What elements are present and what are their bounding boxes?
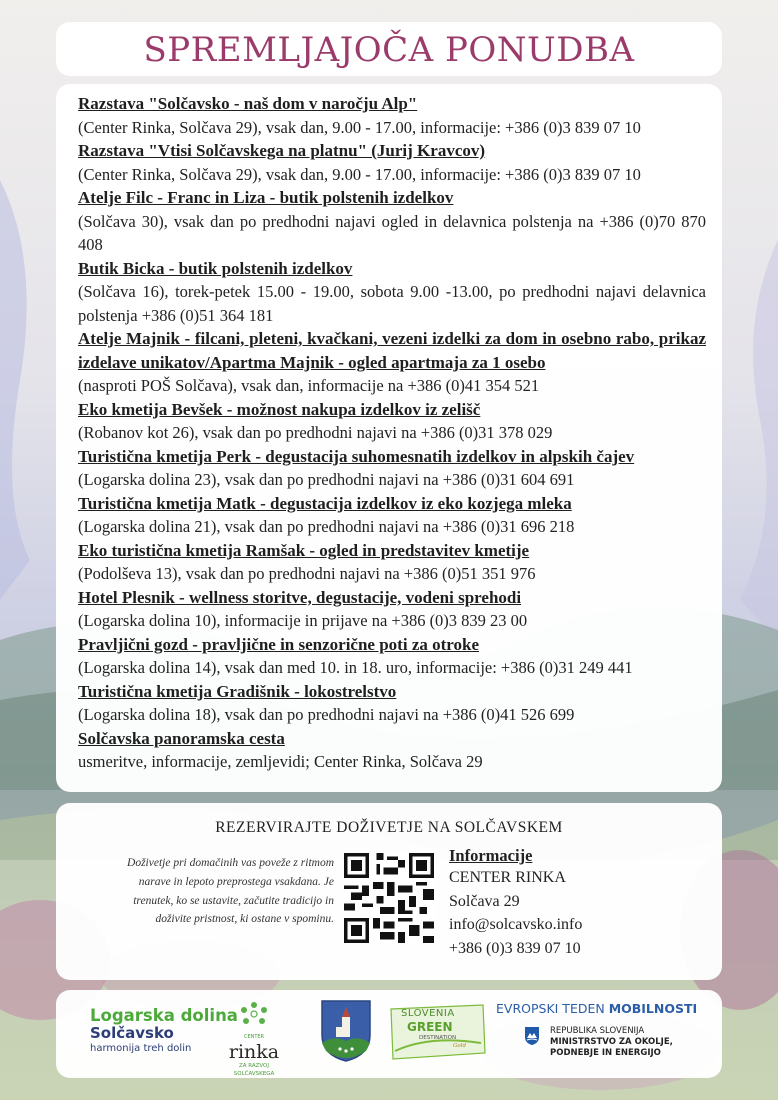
entry-title: Eko kmetija Bevšek - možnost nakupa izdelkov iz zelišč: [78, 399, 481, 419]
info-address: Solčava 29: [449, 892, 520, 910]
list-item: [78, 727, 706, 774]
entry-description: (Logarska dolina 23), vsak dan po predhodni najavi na +386 (0)31 604 691: [78, 470, 575, 489]
entry-description: (nasproti POŠ Solčava), vsak dan, informacije na +386 (0)41 354 521: [78, 376, 540, 395]
logo-text: PODNEBJE IN ENERGIJO: [550, 1048, 661, 1058]
entry-description: (Center Rinka, Solčava 29), vsak dan, 9.00 - 17.00, informacije: +386 (0)3 839 07 10: [78, 164, 641, 184]
qr-code-icon[interactable]: [344, 853, 434, 943]
logo-text: REPUBLIKA SLOVENIJA: [550, 1026, 645, 1036]
sponsor-logos-card: [56, 990, 722, 1078]
entry-description: (Podolševa 13), vsak dan po predhodni najavi na +386 (0)51 351 976: [78, 564, 536, 583]
logo-text: Solčavsko: [90, 1024, 174, 1042]
title-card: [56, 22, 722, 76]
entry-description: (Solčava 30), vsak dan po predhodni najavi ogled in delavnica polstenja na +386 (0)70 870 408: [78, 211, 706, 254]
list-item: [78, 539, 706, 586]
entry-title: Turistična kmetija Perk - degustacija suhomesnatih izdelkov in alpskih čajev: [78, 446, 635, 466]
list-item: [78, 445, 706, 492]
offer-list-card: [56, 84, 722, 792]
reservation-card: [56, 803, 722, 980]
logo-text: EVROPSKI TEDEN: [496, 1001, 609, 1016]
entry-title: Turistična kmetija Matk - degustacija izdelkov iz eko kozjega mleka: [78, 493, 572, 513]
entry-title: Razstava "Vtisi Solčavskega na platnu" (Jurij Kravcov): [78, 141, 486, 160]
page-title: SPREMLJAJOČA PONUDBA: [143, 30, 635, 70]
logo-text: Logarska dolina: [90, 1006, 238, 1025]
logo-text: MOBILNOSTI: [608, 1001, 698, 1016]
list-item: [78, 257, 706, 328]
slovenian-coat-of-arms-icon: [524, 1026, 540, 1046]
offer-list: [78, 92, 706, 774]
reservation-heading: REZERVIRAJTE DOŽIVETJE NA SOLČAVSKEM: [215, 819, 563, 836]
logo-text: DESTINATION: [419, 1035, 457, 1041]
entry-description: (Center Rinka, Solčava 29), vsak dan, 9.00 - 17.00, informacije: +386 (0)3 839 07 10: [78, 117, 641, 137]
list-item: [78, 327, 706, 398]
logo-text: rinka: [228, 1041, 280, 1063]
logo-text: SLOVENIA: [401, 1008, 455, 1019]
entry-description: (Logarska dolina 10), informacije in prijave na +386 (0)3 839 23 00: [78, 611, 528, 630]
list-item: [78, 398, 706, 445]
list-item: [78, 139, 706, 186]
list-item: [78, 492, 706, 539]
list-item: [78, 586, 706, 633]
info-name: CENTER RINKA: [449, 869, 566, 886]
slovenia-green-logo: [389, 1003, 487, 1061]
info-heading: Informacije: [449, 846, 533, 865]
rinka-logo: [228, 1000, 280, 1078]
logo-text: MINISTRSTVO ZA OKOLJE,: [550, 1037, 673, 1047]
reservation-text: Doživetje pri domačinih vas poveže z ritmom narave in lepoto preprostega vsakdana. Je trenutek, ko se ustavite, začutite tradicijo in doživite pristnost, ki ostane v spominu.: [127, 857, 334, 926]
entry-description: (Robanov kot 26), vsak dan po predhodni najavi na +386 (0)31 378 029: [78, 423, 553, 442]
list-item: [78, 186, 706, 257]
entry-title: Atelje Filc - Franc in Liza - butik polstenih izdelkov: [78, 188, 454, 207]
list-item: [78, 633, 706, 680]
entry-title: Pravljični gozd - pravljične in senzorične poti za otroke: [78, 634, 480, 654]
entry-description: (Solčava 16), torek-petek 15.00 - 19.00, sobota 9.00 -13.00, po predhodni najavi delavnica polstenja +386 (0)51 364 181: [78, 282, 706, 325]
entry-title: Atelje Majnik - filcani, pleteni, kvačkani, vezeni izdelki za dom in osebno rabo, prikaz izdelave unikatov/Apartma Majnik - ogled apartmaja za 1 osebo: [78, 329, 706, 372]
entry-description: (Logarska dolina 18), vsak dan po predhodni najavi na +386 (0)41 526 699: [78, 705, 575, 724]
evropski-teden-mobilnosti-logo: [496, 1001, 697, 1017]
logo-text: CENTER: [243, 1034, 265, 1040]
entry-title: Eko turistična kmetija Ramšak - ogled in predstavitev kmetije: [78, 540, 530, 560]
list-item: [78, 680, 706, 727]
logo-text: Gold: [453, 1043, 466, 1049]
logo-text: ZA RAZVOJ SOLČAVSKEGA: [233, 1063, 275, 1077]
entry-title: Solčavska panoramska cesta: [78, 728, 285, 748]
logo-text: harmonija treh dolin: [90, 1043, 192, 1054]
entry-title: Turistična kmetija Gradišnik - lokostrelstvo: [78, 681, 397, 701]
info-phone[interactable]: +386 (0)3 839 07 10: [449, 939, 581, 957]
rinka-flower-icon: [237, 1000, 271, 1030]
entry-title: Razstava "Solčavsko - naš dom v naročju Alp": [78, 94, 418, 113]
logarska-dolina-logo: [90, 1007, 238, 1055]
entry-title: Butik Bicka - butik polstenih izdelkov: [78, 258, 353, 278]
logo-text: GREEN: [407, 1020, 453, 1034]
entry-description: usmeritve, informacije, zemljevidi; Center Rinka, Solčava 29: [78, 752, 483, 771]
info-email[interactable]: info@solcavsko.info: [449, 916, 583, 933]
entry-title: Hotel Plesnik - wellness storitve, degustacije, vodeni sprehodi: [78, 587, 522, 607]
info-block: [449, 845, 582, 960]
entry-description: (Logarska dolina 14), vsak dan med 10. in 18. uro, informacije: +386 (0)31 249 441: [78, 658, 633, 677]
entry-description: (Logarska dolina 21), vsak dan po predhodni najavi na +386 (0)31 696 218: [78, 517, 575, 536]
list-item: [78, 92, 706, 139]
municipal-crest-icon: [320, 999, 372, 1063]
